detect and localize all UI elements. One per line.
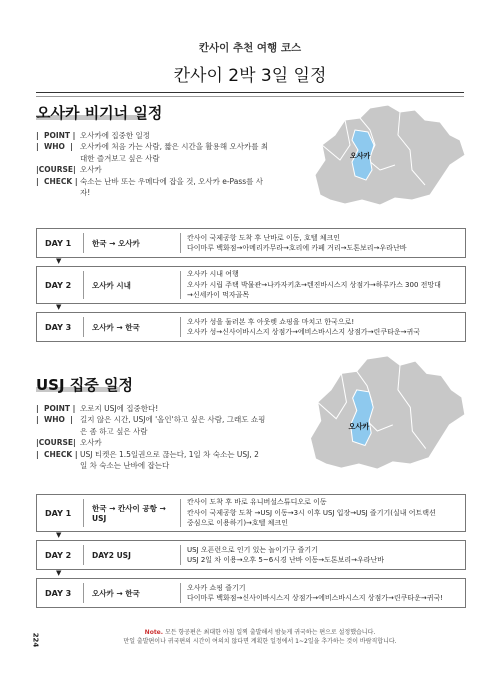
day-row (36, 266, 466, 304)
day-route: 오사카 → 한국 (92, 322, 140, 332)
section1-info (36, 130, 271, 198)
arrow-down-icon: ▼ (56, 531, 62, 539)
day-route: 오사카 → 한국 (92, 588, 140, 598)
section-title-usj: USJ 집중 일정 (36, 376, 133, 394)
header-divider (36, 92, 464, 93)
day-details: 오사카 쇼핑 즐기기 다이마루 백화점→신사이바시스지 상점가→에비스바시스지 상점가→린쿠타운→귀국! (187, 583, 444, 602)
info-row-point: | POINT | 오로지 USJ에 집중한다! (36, 404, 159, 413)
info-row-who: | WHO | 길지 않은 시간, USJ에 '올인'하고 싶은 사람, 그래도 쇼핑은 좀 하고 싶은 사람 (36, 415, 266, 436)
day-details: 칸사이 도착 후 바로 유니버설스튜디오로 이동 칸사이 국제공항 도착 →USJ 이동→3시 이후 USJ 입장→USJ 즐기기(실내 어트랙션 중심으로 이용하기)→호텔 체크인 (187, 498, 436, 528)
header-divider-thin (36, 96, 464, 97)
day-row (36, 540, 466, 570)
kansai-map-1 (300, 100, 470, 210)
info-row-course: |COURSE| 오사카 (36, 165, 102, 175)
page-title: 칸사이 2박 3일 일정 (173, 66, 327, 86)
arrow-down-icon: ▼ (56, 257, 62, 265)
day-row (36, 228, 466, 258)
section2-info (36, 403, 266, 471)
day-label: DAY 2 (45, 280, 72, 290)
day-row (36, 494, 466, 532)
info-row-check: | CHECK | 숙소는 난바 또는 우메다에 잡을 것, 오사카 e-Pass를 사자! (36, 176, 264, 198)
header-subtitle: 칸사이 추천 여행 코스 (198, 42, 302, 54)
day-route: DAY2 USJ (92, 550, 131, 560)
kansai-map-2 (295, 350, 470, 475)
day-route: 한국 → 칸사이 공항 → USJ (92, 504, 166, 523)
day-row (36, 312, 466, 342)
day-label: DAY 1 (45, 238, 72, 248)
info-row-check: | CHECK | USJ 티켓은 1.5일권으로 끊는다, 1일 차 숙소는 USJ, 2일 차 숙소는 난바에 잡는다 (36, 449, 259, 471)
day-label: DAY 1 (45, 508, 72, 518)
day-label: DAY 3 (45, 322, 72, 332)
footer-note: Note. 모든 항공편은 최대한 아침 일찍 출발해서 밤늦게 귀국하는 편으로 설정했습니다. 만일 출발편이나 귀국편의 시간이 여의치 않다면 계획한 일정에서 1~2일을 추가하는 것이 바람직합니다. (123, 629, 397, 645)
info-row-point: | POINT | 오사카에 집중한 일정 (36, 131, 150, 140)
day-row (36, 578, 466, 608)
day-details: USJ 오픈런으로 인기 있는 놀이기구 즐기기 USJ 2일 차 이용→오후 5~6시경 난바 이동→도톤보리→우라난바 (187, 545, 385, 564)
day-details: 오사카 성을 둘러본 후 아웃렛 쇼핑을 마치고 한국으로! 오사카 성→신사이바시스지 상점가→에비스바시스지 상점가→린쿠타운→귀국 (187, 317, 420, 336)
day-details: 칸사이 국제공항 도착 후 난바로 이동, 호텔 체크인 다이마루 백화점→아메리카무라→호리에 카페 거리→도톤보리→우라난바 (187, 233, 407, 252)
arrow-down-icon: ▼ (56, 303, 62, 311)
map-label-osaka: 오사카 (350, 152, 371, 160)
day-label: DAY 2 (45, 550, 72, 560)
day-route: 오사카 시내 (92, 280, 131, 290)
info-row-who: | WHO | 오사카에 처음 가는 사람, 짧은 시간을 활용해 오사카를 최대한 즐겨보고 싶은 사람 (36, 142, 269, 163)
map-label-osaka: 오사카 (348, 421, 370, 431)
page-number: 224 (31, 632, 40, 648)
info-row-course: |COURSE| 오사카 (36, 438, 102, 448)
day-details: 오사카 시내 여행 오사카 시립 주택 박물관→나카자키초→텐진바시스지 상점가→하루카스 300 전망대 →신세카이 먹자골목 (187, 270, 441, 300)
day-label: DAY 3 (45, 588, 72, 598)
section-title-beginner: 오사카 비기너 일정 (36, 104, 163, 122)
day-route: 한국 → 오사카 (92, 238, 140, 248)
arrow-down-icon: ▼ (56, 569, 62, 577)
